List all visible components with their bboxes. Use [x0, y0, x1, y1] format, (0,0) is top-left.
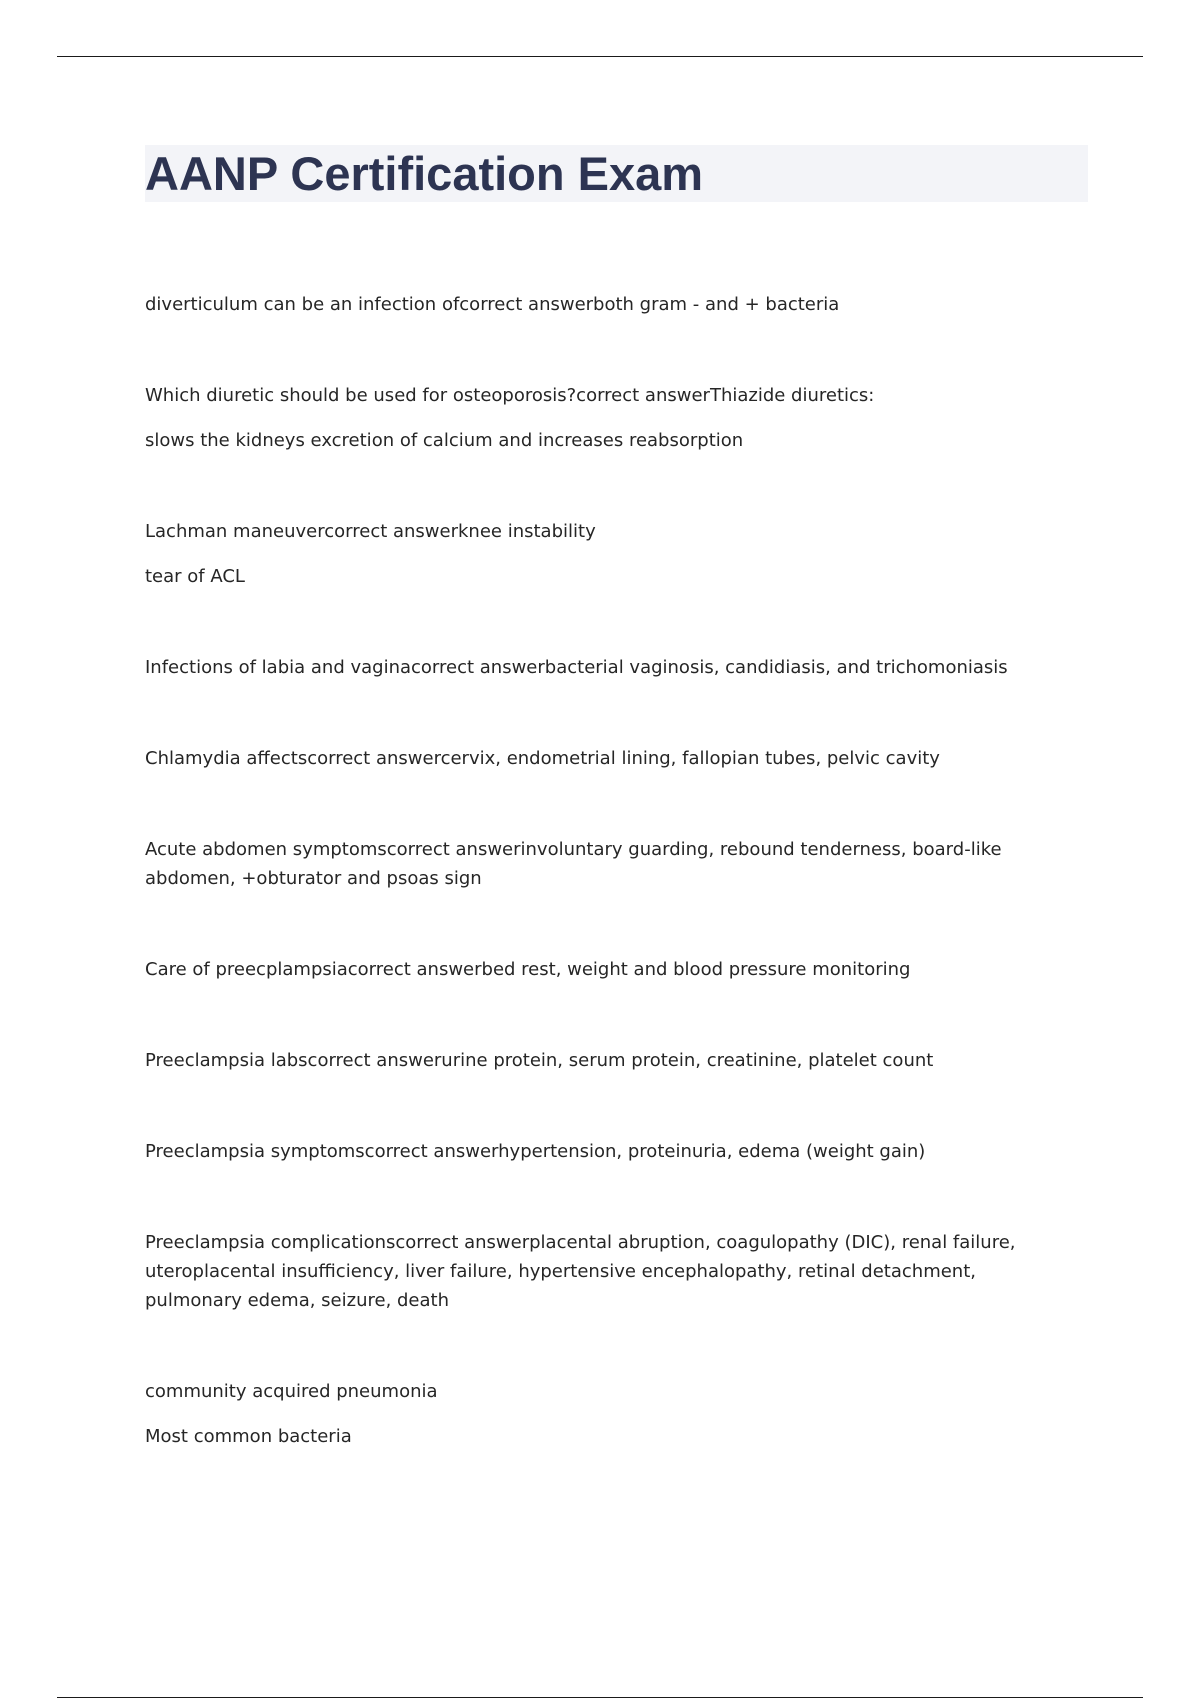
qa-entry	[145, 955, 1075, 984]
qa-entry	[145, 290, 1075, 319]
qa-entry	[145, 517, 1075, 591]
qa-line: Infections of labia and vaginacorrect answerbacterial vaginosis, candidiasis, and trichomoniasis	[145, 657, 1008, 678]
qa-entry	[145, 653, 1075, 682]
qa-line: diverticulum can be an infection ofcorrect answerboth gram - and + bacteria	[145, 294, 840, 315]
qa-entry	[145, 1228, 1075, 1315]
qa-entry	[145, 1046, 1075, 1075]
qa-line: Preeclampsia complicationscorrect answerplacental abruption, coagulopathy (DIC), renal failure, uteroplacental insufficiency, liver failure, hypertensive encephalopathy, retinal detachment, pulmonary edema, seizure, death	[145, 1232, 1016, 1311]
qa-entry	[145, 744, 1075, 773]
qa-line: Acute abdomen symptomscorrect answerinvoluntary guarding, rebound tenderness, board-like abdomen, +obturator and psoas sign	[145, 839, 1002, 889]
qa-list	[145, 290, 1075, 1513]
qa-line: Chlamydia affectscorrect answercervix, endometrial lining, fallopian tubes, pelvic cavity	[145, 748, 940, 769]
qa-line: community acquired pneumonia	[145, 1381, 438, 1402]
bottom-rule	[57, 1697, 1143, 1698]
top-rule	[57, 56, 1143, 57]
qa-line: slows the kidneys excretion of calcium and increases reabsorption	[145, 430, 744, 451]
qa-line: Care of preecplampsiacorrect answerbed rest, weight and blood pressure monitoring	[145, 959, 911, 980]
qa-entry	[145, 381, 1075, 455]
qa-line: Most common bacteria	[145, 1426, 352, 1447]
qa-line: Which diuretic should be used for osteoporosis?correct answerThiazide diuretics:	[145, 385, 875, 406]
qa-line: Preeclampsia labscorrect answerurine protein, serum protein, creatinine, platelet count	[145, 1050, 934, 1071]
qa-entry	[145, 1137, 1075, 1166]
qa-line: Lachman maneuvercorrect answerknee instability	[145, 521, 596, 542]
qa-line: Preeclampsia symptomscorrect answerhypertension, proteinuria, edema (weight gain)	[145, 1141, 926, 1162]
qa-line: tear of ACL	[145, 566, 245, 587]
qa-entry	[145, 835, 1075, 893]
qa-entry	[145, 1377, 1075, 1451]
page-title: AANP Certification Exam	[145, 147, 704, 200]
